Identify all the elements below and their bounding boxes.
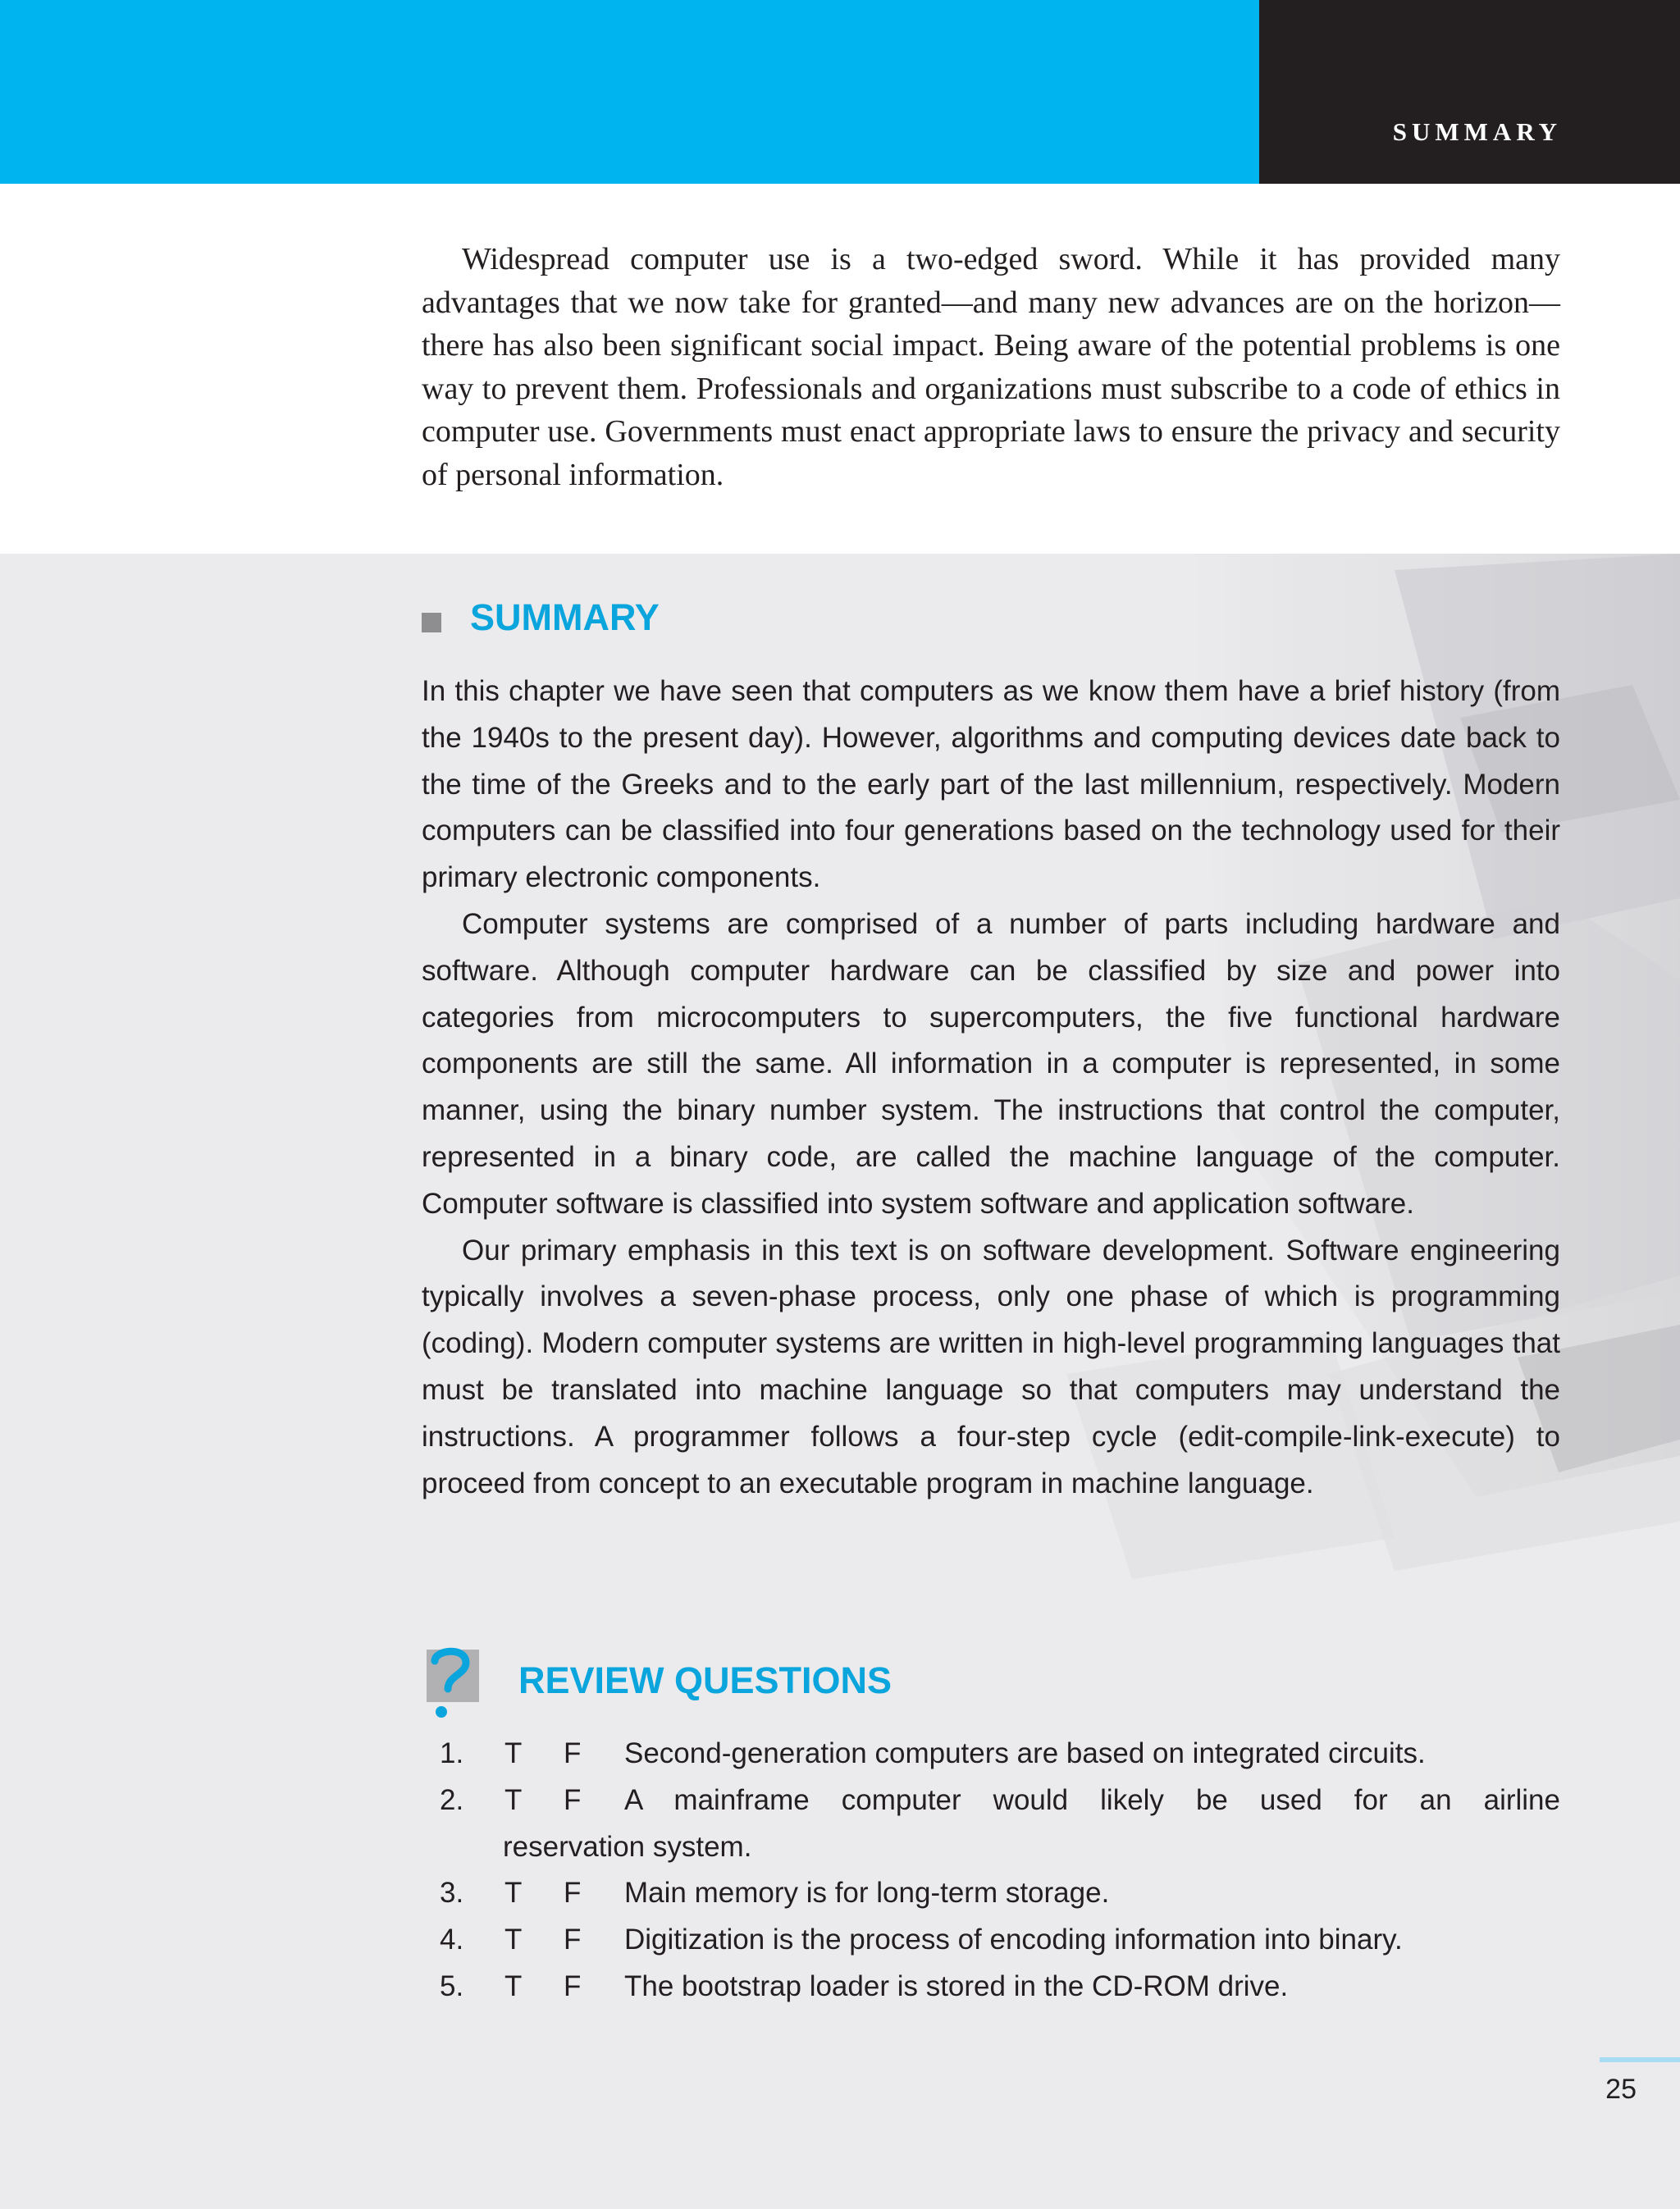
summary-paragraph: In this chapter we have seen that computers as we know them have a brief history (from the 1940s to the present day). However, algorithms and computing devices date back to the time of the Greeks and to the early part of the last millennium, respectively. Modern computers can be classified into four generations based on the technology used for their primary electronic components. xyxy=(422,675,1560,894)
page-number-rule xyxy=(1600,2057,1680,2062)
false-option[interactable]: F xyxy=(564,1737,582,1769)
review-question xyxy=(422,1917,1560,1964)
question-number: 2. xyxy=(440,1783,464,1816)
question-text: The bootstrap loader is stored in the CD-ROM drive. xyxy=(624,1969,1289,2002)
page-number: 25 xyxy=(1605,2074,1637,2105)
false-option[interactable]: F xyxy=(564,1924,582,1956)
question-number: 1. xyxy=(440,1737,464,1769)
review-question xyxy=(422,1964,1560,2010)
header-accent-bar xyxy=(0,0,1259,184)
intro-paragraph: Widespread computer use is a two-edged sword. While it has provided many advantages that we now take for granted—and many new advances are on the horizon—there has also been significant social impact. Being aware of the potential problems is one way to prevent them. Professionals and organizations must subscribe to a code of ethics in computer use. Governments must enact appropriate laws to ensure the privacy and security of personal information. xyxy=(422,242,1560,492)
question-number: 5. xyxy=(440,1969,464,2002)
header-dark-block xyxy=(1259,0,1680,184)
true-option[interactable]: T xyxy=(504,1783,523,1816)
review-question xyxy=(422,1778,1560,1871)
false-option[interactable]: F xyxy=(564,1877,582,1910)
question-text: Digitization is the process of encoding information into binary. xyxy=(624,1924,1403,1956)
summary-body xyxy=(422,669,1560,1507)
question-number: 4. xyxy=(440,1924,464,1956)
review-question-list xyxy=(422,1731,1560,2010)
true-option[interactable]: T xyxy=(504,1877,523,1910)
question-text: Second-generation computers are based on integrated circuits. xyxy=(624,1737,1426,1769)
summary-paragraph: Our primary emphasis in this text is on software development. Software engineering typically involves a seven-phase process, only one phase of which is programming (coding). Modern computer systems are written in high-level programming languages that must be translated into machine language so that computers may understand the instructions. A programmer follows a four-step cycle (edit-compile-link-execute) to proceed from concept to an executable program in machine language. xyxy=(422,1234,1560,1499)
summary-heading: SUMMARY xyxy=(470,596,660,638)
running-head: SUMMARY xyxy=(1392,117,1562,146)
question-text: A mainframe computer would likely be used for an airline xyxy=(624,1783,1560,1816)
review-question xyxy=(422,1731,1560,1778)
true-option[interactable]: T xyxy=(504,1737,523,1769)
review-question xyxy=(422,1870,1560,1917)
true-option[interactable]: T xyxy=(504,1969,523,2002)
false-option[interactable]: F xyxy=(564,1783,582,1816)
false-option[interactable]: F xyxy=(564,1969,582,2002)
question-number: 3. xyxy=(440,1877,464,1910)
question-text: Main memory is for long-term storage. xyxy=(624,1877,1110,1910)
review-questions-heading: REVIEW QUESTIONS xyxy=(518,1659,892,1701)
true-option[interactable]: T xyxy=(504,1924,523,1956)
summary-paragraph: Computer systems are comprised of a number of parts including hardware and software. Although computer hardware can be classified by size and power into categories from microcomputers to supercomputers, the five functional hardware components are still the same. All information in a computer is represented, in some manner, using the binary number system. The instructions that control the computer, represented in a binary code, are called the machine language of the computer. Computer software is classified into system software and application software. xyxy=(422,907,1560,1220)
question-text-continuation: reservation system. xyxy=(503,1830,752,1863)
